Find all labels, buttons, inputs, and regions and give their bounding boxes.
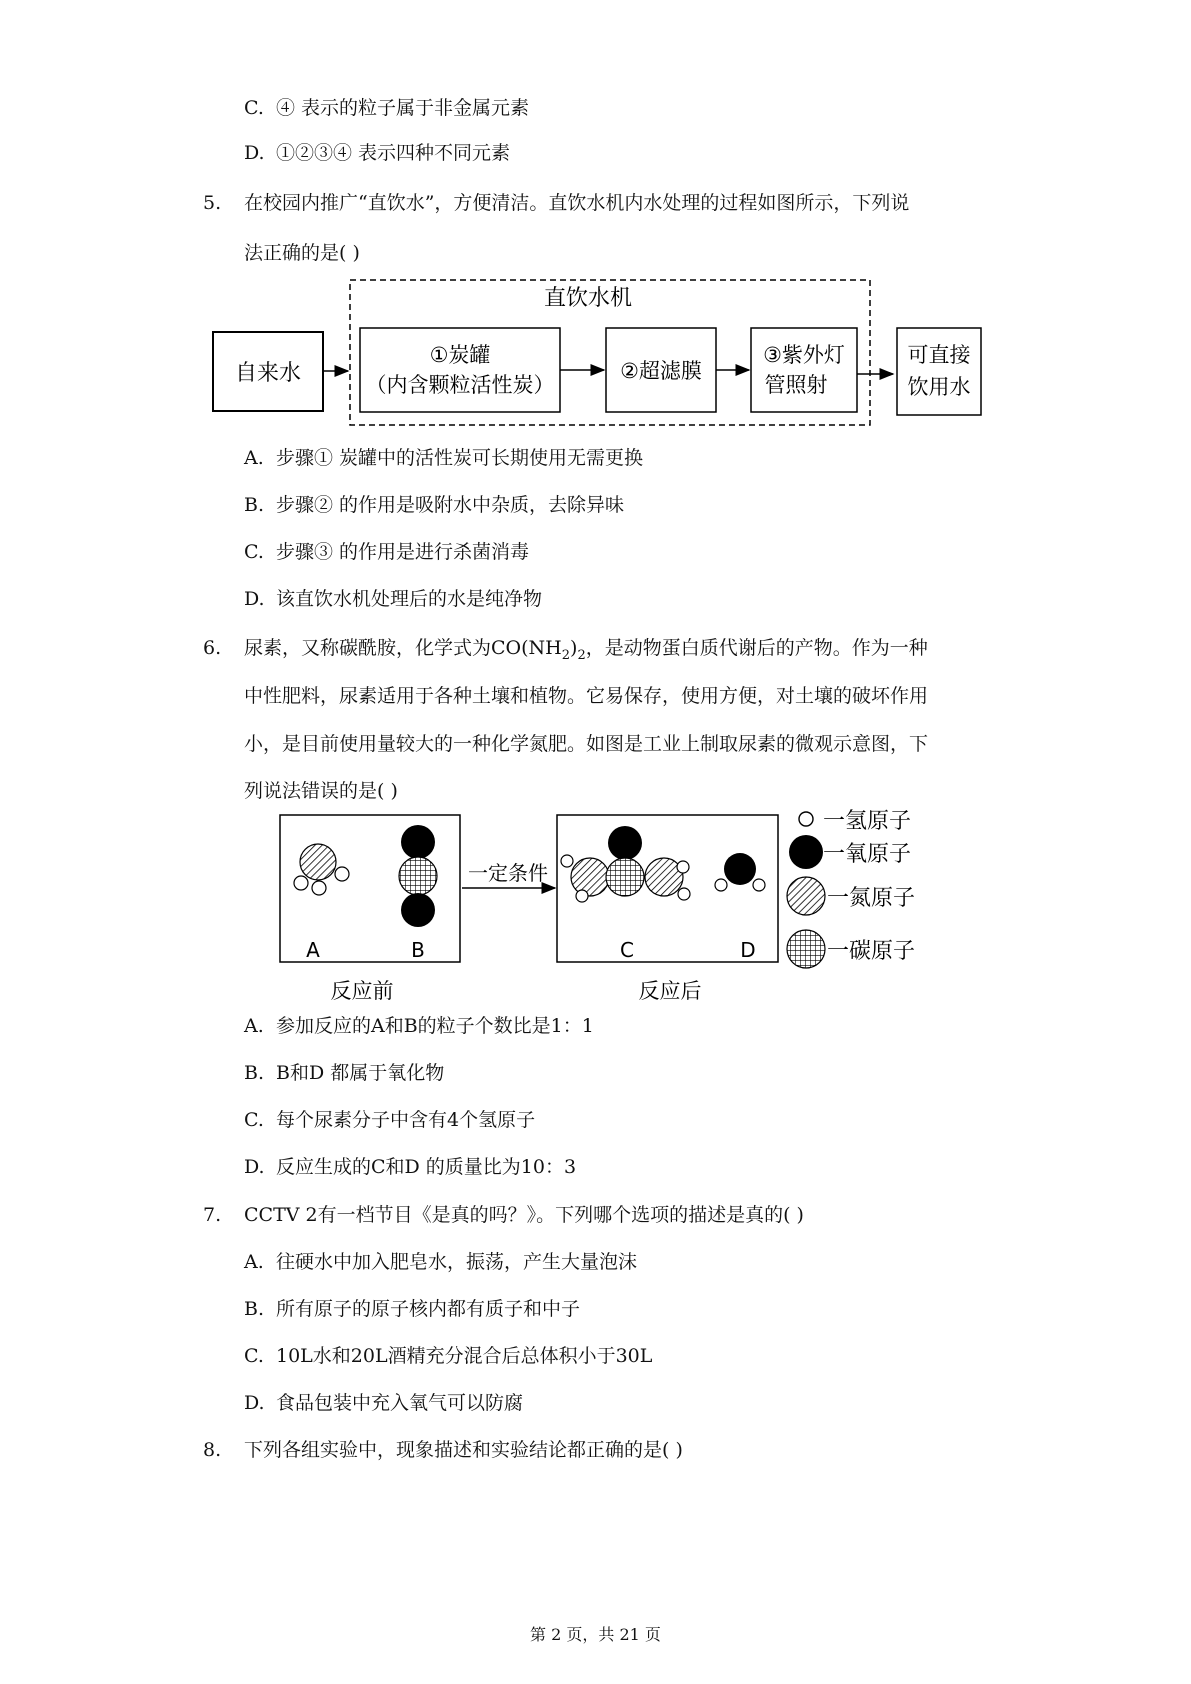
nitrogen-atom [571,858,609,896]
step3-label-1: ③紫外灯 [763,343,845,367]
option-letter: A. [244,1251,264,1273]
q5-option-c [244,539,529,565]
option-letter: D. [244,588,265,610]
q6-stem-part: 尿素，又称碳酰胺，化学式为CO(NH [244,637,562,659]
q6-stem-line2: 中性肥料，尿素适用于各种土壤和植物。它易保存，使用方便，对土壤的破坏作用 [244,685,929,707]
option-letter: C. [244,541,264,563]
option-text: 参加反应的A和B的粒子个数比是1：1 [276,1015,594,1037]
option-letter: D. [244,1392,265,1414]
carbon-atom [399,857,437,895]
option-letter: C. [244,97,264,119]
oxygen-atom [401,825,435,859]
option-text: 往硬水中加入肥皂水，振荡，产生大量泡沫 [276,1251,638,1273]
option-text: 每个尿素分子中含有4个氢原子 [276,1109,536,1131]
subscript: 2 [577,648,586,663]
legend-carbon-icon [787,930,825,968]
label-a: A [306,938,320,962]
option-letter: D. [244,1156,265,1178]
q6-stem-line4: 列说法错误的是( ) [244,780,398,802]
hydrogen-atom [677,861,689,873]
option-text: B和D 都属于氧化物 [276,1062,445,1084]
q7-option-b [244,1296,580,1322]
option-text: ④ 表示的粒子属于非金属元素 [276,97,530,119]
option-letter: C. [244,1109,264,1131]
output-label-2: 饮用水 [907,375,971,399]
option-text: 步骤③ 的作用是进行杀菌消毒 [276,541,530,563]
option-letter: A. [244,1015,264,1037]
option-text: 步骤① 炭罐中的活性炭可长期使用无需更换 [276,447,644,469]
q7-option-d [244,1390,523,1416]
after-label: 反应后 [638,979,702,1003]
q5-option-b [244,492,624,518]
option-letter: A. [244,447,264,469]
option-text: 食品包装中充入氧气可以防腐 [276,1392,524,1414]
q6-stem-line1 [244,635,928,669]
oxygen-atom [401,893,435,927]
hydrogen-atom [753,879,765,891]
subscript: 2 [561,648,571,663]
oxygen-atom [724,853,756,885]
legend-hydrogen-icon [799,812,813,826]
q5-number: 5. [203,192,222,214]
step3-box [751,328,857,412]
hydrogen-atom [678,888,690,900]
q6-stem-part: ，是动物蛋白质代谢后的产物。作为一种 [585,637,928,659]
option-letter: B. [244,1062,265,1084]
legend-hydrogen: 一氢原子 [823,809,912,834]
option-text: 步骤② 的作用是吸附水中杂质，去除异味 [276,494,625,516]
step1-label-2: （内含颗粒活性炭） [365,373,555,397]
option-text: 反应生成的C和D 的质量比为10：3 [276,1156,577,1178]
option-letter: B. [244,1298,265,1320]
q8-stem: 下列各组实验中，现象描述和实验结论都正确的是( ) [244,1439,683,1461]
legend-nitrogen: 一氮原子 [827,886,916,911]
q5-stem-line2: 法正确的是( ) [244,242,360,264]
step2-label: ②超滤膜 [620,359,702,383]
hydrogen-atom [561,855,573,867]
legend-oxygen: 一氧原子 [823,842,912,867]
label-b: B [411,938,425,962]
hydrogen-atom [715,879,727,891]
q8-number: 8. [203,1439,222,1461]
option-letter: D. [244,142,265,164]
oxygen-atom [608,826,642,860]
hydrogen-atom [312,881,326,895]
option-text: 该直饮水机处理后的水是纯净物 [276,588,543,610]
step3-label-2: 管照射 [764,373,828,397]
option-text: 10L水和20L酒精充分混合后总体积小于30L [276,1345,653,1367]
q7-number: 7. [203,1204,222,1226]
legend-oxygen-icon [789,835,823,869]
q5-option-d [244,586,542,612]
q5-stem-line1: 在校园内推广“直饮水”，方便清洁。直饮水机内水处理的过程如图所示，下列说 [244,192,910,214]
legend-carbon: 一碳原子 [827,939,916,964]
q5-option-a [244,445,643,471]
q6-number: 6. [203,637,222,659]
carbon-atom [606,858,644,896]
legend-nitrogen-icon [787,877,825,915]
q6-stem-line3: 小，是目前使用量较大的一种化学氮肥。如图是工业上制取尿素的微观示意图，下 [244,733,929,755]
hydrogen-atom [576,890,588,902]
nitrogen-atom [300,844,336,880]
q6-option-d [244,1154,576,1180]
label-c: C [620,938,634,962]
output-box [897,328,981,415]
hydrogen-atom [294,876,308,890]
page-footer: 第 2 页，共 21 页 [530,1625,661,1644]
q6-stem-part: ) [570,637,578,659]
q7-stem: CCTV 2有一档节目《是真的吗？》。下列哪个选项的描述是真的( ) [244,1204,804,1226]
option-letter: C. [244,1345,264,1367]
option-letter: B. [244,494,265,516]
condition-label: 一定条件 [468,861,548,885]
machine-label: 直饮水机 [543,286,633,311]
before-label: 反应前 [330,979,394,1003]
tap-water-label: 自来水 [234,361,302,386]
q7-option-c [244,1343,652,1369]
q7-option-a [244,1249,637,1275]
option-text: ①②③④ 表示四种不同元素 [276,142,511,164]
option-text: 所有原子的原子核内都有质子和中子 [276,1298,581,1320]
output-label-1: 可直接 [907,343,971,367]
hydrogen-atom [335,867,349,881]
label-d: D [740,938,756,962]
step1-box [360,328,560,412]
q6-option-c [244,1107,535,1133]
step1-label-1: ①炭罐 [429,343,491,367]
q6-option-b [244,1060,444,1086]
q6-option-a [244,1013,594,1039]
